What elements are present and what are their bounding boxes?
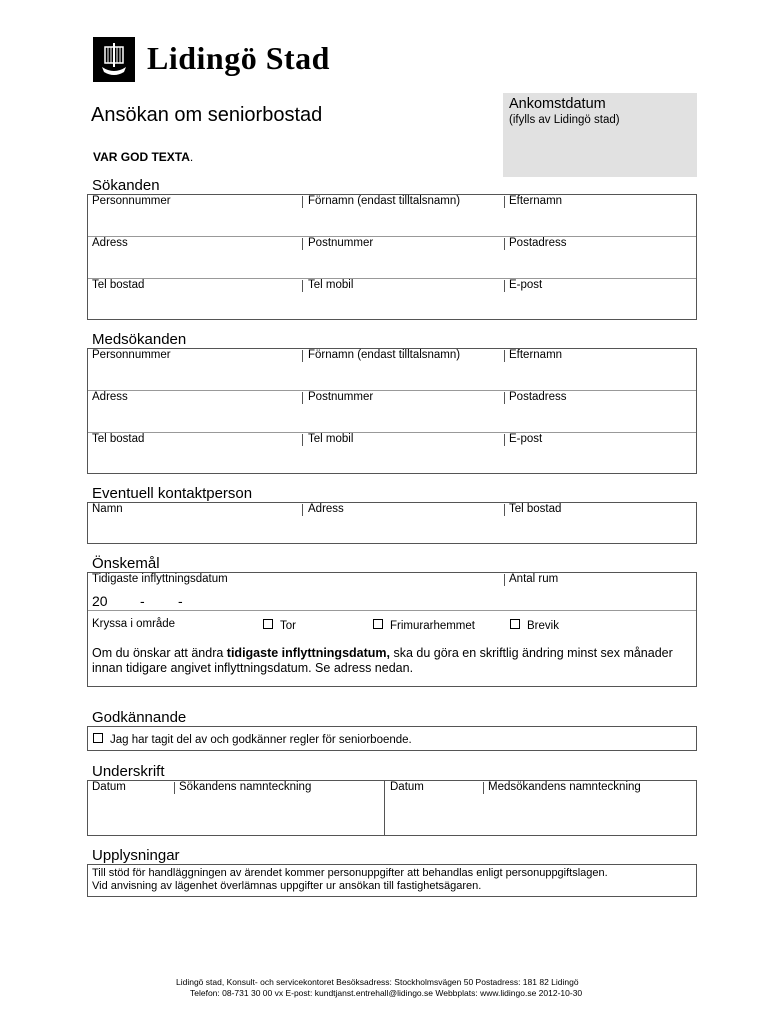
coapplicant-signature-field[interactable]: Medsökandens namnteckning [488, 781, 641, 793]
date-separator: - [178, 593, 183, 609]
info-line-2: Vid anvisning av lägenhet överlämnas uppgifter ur ansökan till fastighetsägaren. [92, 880, 482, 892]
number-of-rooms-field[interactable]: Antal rum [509, 573, 559, 585]
field-separator [504, 504, 505, 516]
area-brevik-label: Brevik [527, 620, 559, 632]
coapplicant-postcode-field[interactable]: Postnummer [308, 391, 374, 403]
applicant-personnummer-field[interactable]: Personnummer [92, 195, 171, 207]
applicant-firstname-field[interactable]: Förnamn (endast tilltalsnamn) [308, 195, 461, 207]
applicant-box [87, 194, 697, 320]
field-separator [504, 574, 505, 586]
org-name: Lidingö Stad [147, 40, 330, 76]
field-separator [504, 350, 505, 362]
field-separator [302, 280, 303, 292]
contact-address-field[interactable]: Adress [308, 503, 344, 515]
field-separator [504, 196, 505, 208]
area-frimurarhemmet-checkbox[interactable] [373, 619, 383, 629]
area-brevik-checkbox[interactable] [510, 619, 520, 629]
field-separator [302, 392, 303, 404]
coapplicant-email-field[interactable]: E-post [509, 433, 543, 445]
area-frimurarhemmet-label: Frimurarhemmet [390, 620, 475, 632]
approval-checkbox[interactable] [93, 733, 103, 743]
applicant-lastname-field[interactable]: Efternamn [509, 195, 563, 207]
contact-phone-field[interactable]: Tel bostad [509, 503, 562, 515]
field-separator [483, 782, 484, 794]
coapplicant-address-field[interactable]: Adress [92, 391, 128, 403]
city-crest-logo [93, 37, 135, 82]
divider [88, 432, 696, 433]
field-separator [504, 434, 505, 446]
divider [88, 278, 696, 279]
coapplicant-mobile-field[interactable]: Tel mobil [308, 433, 354, 445]
field-separator [504, 238, 505, 250]
area-label: Kryssa i område [92, 618, 176, 630]
section-title-coapplicant: Medsökanden [92, 331, 187, 348]
footer-address: Lidingö stad, Konsult- och servicekontoret Besöksadress: Stockholmsvägen 50 Postadress: 181 82 Lidingö [176, 977, 579, 987]
page-title: Ansökan om seniorbostad [91, 104, 323, 126]
area-tor-checkbox[interactable] [263, 619, 273, 629]
date-separator: - [140, 593, 145, 609]
field-separator [174, 782, 175, 794]
divider [88, 610, 696, 611]
divider [88, 390, 696, 391]
applicant-date-field[interactable]: Datum [92, 781, 126, 793]
section-title-wishes: Önskemål [92, 555, 160, 572]
field-separator [504, 392, 505, 404]
contact-box [87, 502, 697, 544]
coapplicant-box [87, 348, 697, 474]
contact-name-field[interactable]: Namn [92, 503, 123, 515]
arrival-date-note: (ifylls av Lidingö stad) [509, 114, 620, 126]
applicant-signature-field[interactable]: Sökandens namnteckning [179, 781, 312, 793]
applicant-home-phone-field[interactable]: Tel bostad [92, 279, 145, 291]
earliest-move-in-date-field[interactable]: Tidigaste inflyttningsdatum [92, 573, 228, 585]
applicant-postcode-field[interactable]: Postnummer [308, 237, 374, 249]
field-separator [302, 196, 303, 208]
coapplicant-personnummer-field[interactable]: Personnummer [92, 349, 171, 361]
field-separator [302, 238, 303, 250]
field-separator [302, 504, 303, 516]
footer-contact: Telefon: 08-731 30 00 vx E-post: kundtjanst.entrehall@lidingo.se Webbplats: www.lidingo.se 2012-10-30 [190, 988, 583, 998]
coapplicant-date-field[interactable]: Datum [390, 781, 424, 793]
coapplicant-firstname-field[interactable]: Förnamn (endast tilltalsnamn) [308, 349, 461, 361]
applicant-mobile-field[interactable]: Tel mobil [308, 279, 354, 291]
applicant-city-field[interactable]: Postadress [509, 237, 567, 249]
divider [88, 236, 696, 237]
applicant-email-field[interactable]: E-post [509, 279, 543, 291]
coapplicant-lastname-field[interactable]: Efternamn [509, 349, 563, 361]
section-title-approval: Godkännande [92, 709, 187, 726]
field-separator [504, 280, 505, 292]
signature-divider [384, 781, 385, 835]
section-title-info: Upplysningar [92, 847, 180, 864]
date-year-prefix: 20 [92, 593, 108, 609]
arrival-date-title: Ankomstdatum [509, 96, 606, 112]
coapplicant-home-phone-field[interactable]: Tel bostad [92, 433, 145, 445]
date-change-note: Om du önskar att ändra tidigaste inflyttningsdatum, ska du göra en skriftlig ändring minst sex månader innan tidigare angivet inflyttningsdatum. Se adress nedan. [92, 646, 673, 675]
field-separator [302, 350, 303, 362]
field-separator [302, 434, 303, 446]
coapplicant-city-field[interactable]: Postadress [509, 391, 567, 403]
area-tor-label: Tor [280, 620, 296, 632]
section-title-contact: Eventuell kontaktperson [92, 485, 253, 502]
approval-text: Jag har tagit del av och godkänner regler för seniorboende. [110, 734, 412, 746]
instruction-text: VAR GOD TEXTA. [93, 150, 194, 164]
section-title-signature: Underskrift [92, 763, 165, 780]
applicant-address-field[interactable]: Adress [92, 237, 128, 249]
section-title-applicant: Sökanden [92, 177, 160, 194]
info-line-1: Till stöd för handläggningen av ärendet kommer personuppgifter att behandlas enligt personuppgiftslagen. [92, 867, 608, 879]
